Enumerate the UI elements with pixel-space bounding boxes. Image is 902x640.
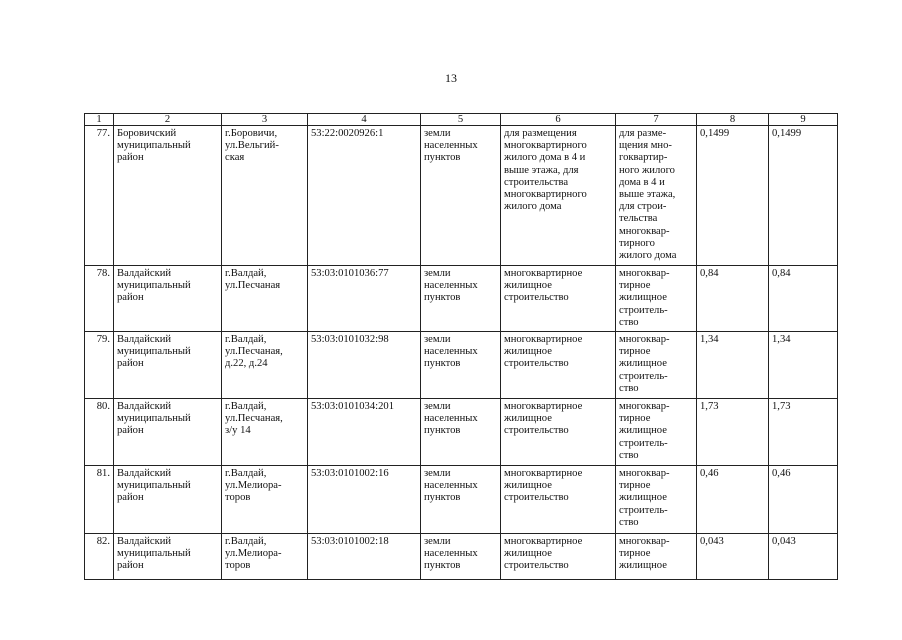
table-row [85,332,838,399]
permitted-use-short-cell: многоквар- тирное жилищное строитель- ство [616,399,697,466]
district-cell: Валдайский муниципальный район [114,266,222,332]
column-header: 8 [697,114,769,126]
column-header: 5 [421,114,501,126]
permitted-use-short-cell: многоквар- тирное жилищное строитель- ство [616,332,697,399]
area-cell: 0,043 [697,534,769,580]
area-cell: 1,34 [697,332,769,399]
table-row [85,534,838,580]
cadastral-number-cell: 53:03:0101002:16 [308,466,421,534]
area-cell: 0,043 [769,534,838,580]
cadastral-number-cell: 53:03:0101034:201 [308,399,421,466]
row-number: 80. [85,399,114,466]
district-cell: Валдайский муниципальный район [114,466,222,534]
cadastral-number-cell: 53:22:0020926:1 [308,126,421,266]
area-cell: 0,46 [769,466,838,534]
permitted-use-cell: многоквартирное жилищное строительство [501,266,616,332]
area-cell: 1,73 [697,399,769,466]
table-row [85,126,838,266]
table-row [85,399,838,466]
address-cell: г.Валдай, ул.Песчаная, д.22, д.24 [222,332,308,399]
row-number: 79. [85,332,114,399]
permitted-use-cell: многоквартирное жилищное строительство [501,332,616,399]
cadastral-number-cell: 53:03:0101036:77 [308,266,421,332]
permitted-use-short-cell: многоквар- тирное жилищное [616,534,697,580]
area-cell: 0,1499 [769,126,838,266]
land-plots-table [84,113,838,580]
land-category-cell: земли населенных пунктов [421,534,501,580]
land-category-cell: земли населенных пунктов [421,399,501,466]
area-cell: 0,1499 [697,126,769,266]
permitted-use-short-cell: многоквар- тирное жилищное строитель- ство [616,266,697,332]
row-number: 82. [85,534,114,580]
district-cell: Валдайский муниципальный район [114,534,222,580]
column-header: 2 [114,114,222,126]
permitted-use-short-cell: для разме- щения мно- гоквартир- ного жилого дома в 4 и выше этажа, для строи- тельства многоквар- тирного жилого дома [616,126,697,266]
column-header: 1 [85,114,114,126]
permitted-use-short-cell: многоквар- тирное жилищное строитель- ство [616,466,697,534]
permitted-use-cell: для размещения многоквартирного жилого дома в 4 и выше этажа, для строительства многоквартирного жилого дома [501,126,616,266]
area-cell: 0,84 [697,266,769,332]
land-category-cell: земли населенных пунктов [421,126,501,266]
permitted-use-cell: многоквартирное жилищное строительство [501,534,616,580]
land-category-cell: земли населенных пунктов [421,332,501,399]
column-number-header-row [85,114,838,126]
area-cell: 1,73 [769,399,838,466]
address-cell: г.Валдай, ул.Песчаная, з/у 14 [222,399,308,466]
district-cell: Валдайский муниципальный район [114,399,222,466]
address-cell: г.Валдай, ул.Мелиора- торов [222,534,308,580]
address-cell: г.Валдай, ул.Мелиора- торов [222,466,308,534]
permitted-use-cell: многоквартирное жилищное строительство [501,399,616,466]
cadastral-number-cell: 53:03:0101032:98 [308,332,421,399]
column-header: 3 [222,114,308,126]
permitted-use-cell: многоквартирное жилищное строительство [501,466,616,534]
district-cell: Боровичский муниципальный район [114,126,222,266]
cadastral-number-cell: 53:03:0101002:18 [308,534,421,580]
column-header: 6 [501,114,616,126]
table-row [85,266,838,332]
column-header: 7 [616,114,697,126]
district-cell: Валдайский муниципальный район [114,332,222,399]
column-header: 9 [769,114,838,126]
address-cell: г.Валдай, ул.Песчаная [222,266,308,332]
table-row [85,466,838,534]
land-category-cell: земли населенных пунктов [421,266,501,332]
area-cell: 0,46 [697,466,769,534]
row-number: 81. [85,466,114,534]
row-number: 78. [85,266,114,332]
area-cell: 1,34 [769,332,838,399]
column-header: 4 [308,114,421,126]
land-category-cell: земли населенных пунктов [421,466,501,534]
page-number: 13 [445,71,457,85]
address-cell: г.Боровичи, ул.Вельгий- ская [222,126,308,266]
row-number: 77. [85,126,114,266]
area-cell: 0,84 [769,266,838,332]
